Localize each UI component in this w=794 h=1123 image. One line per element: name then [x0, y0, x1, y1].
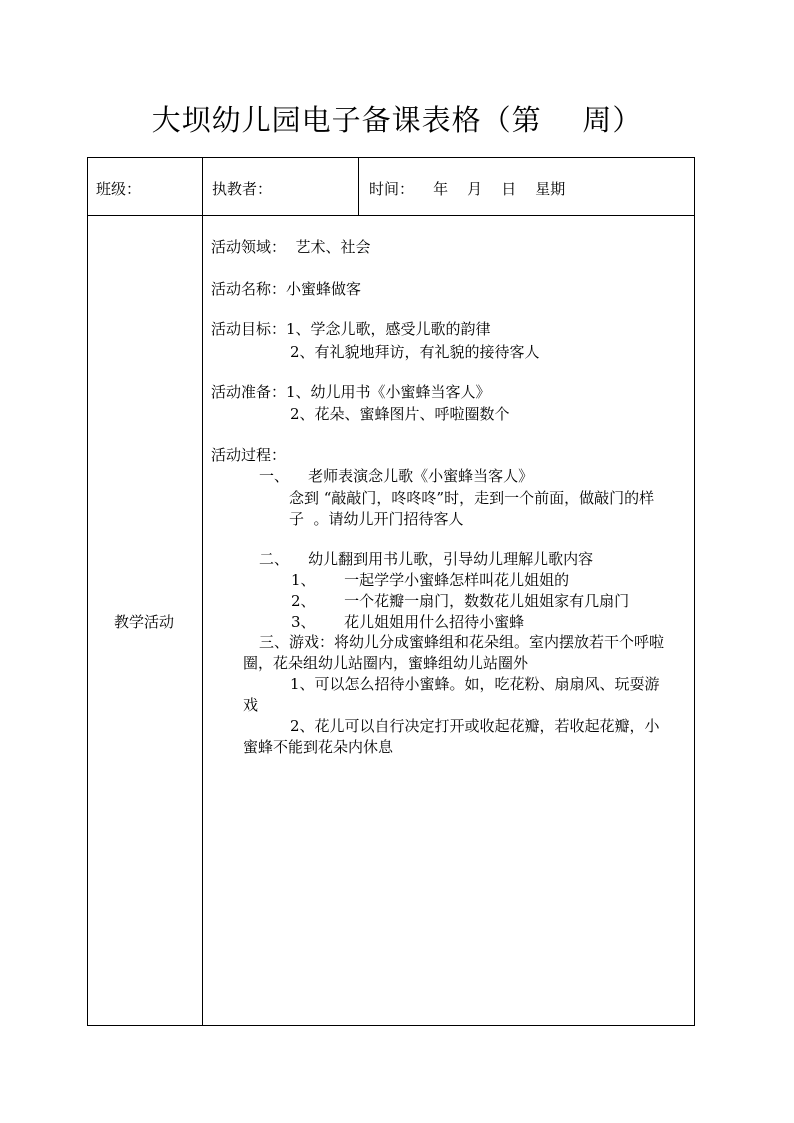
- step3-rule1-b: 戏: [243, 696, 259, 714]
- step1-line1: 念到 “敲敲门，咚咚咚”时，走到一个前面，做敲门的样: [289, 489, 655, 507]
- class-label: 班级：: [96, 180, 142, 198]
- step2-item3: 3、 花儿姐姐用什么招待小蜜蜂: [291, 613, 525, 631]
- activity-prep-1: 活动准备：1、幼儿用书《小蜜蜂当客人》: [211, 383, 491, 401]
- step3-line1: 三、游戏：将幼儿分成蜜蜂组和花朵组。室内摆放若干个呼啦: [259, 633, 665, 651]
- column-divider-1: [202, 158, 203, 1025]
- step1-line2: 子 。请幼儿开门招待客人: [289, 510, 464, 528]
- activity-goal-1: 活动目标：1、学念儿歌，感受儿歌的韵律: [211, 320, 491, 338]
- step2-item2: 2、 一个花瓣一扇门，数数花儿姐姐家有几扇门: [291, 592, 630, 610]
- activity-domain: 活动领域： 艺术、社会: [211, 238, 371, 256]
- step3-rule2-b: 蜜蜂不能到花朵内休息: [243, 738, 394, 756]
- step3-rule2-a: 2、花儿可以自行决定打开或收起花瓣，若收起花瓣，小: [290, 717, 660, 735]
- time-label: 时间： 年 月 日 星期: [369, 180, 566, 198]
- step3-line2: 圈，花朵组幼儿站圈内，蜜蜂组幼儿站圈外: [243, 654, 529, 672]
- page-title: 大坝幼儿园电子备课表格（第 周）: [151, 103, 643, 137]
- activity-name: 活动名称：小蜜蜂做客: [211, 280, 362, 298]
- lesson-plan-table: [87, 157, 695, 1026]
- step2-title: 二、 幼儿翻到用书儿歌，引导幼儿理解儿歌内容: [259, 550, 594, 568]
- row-divider: [88, 215, 694, 216]
- activity-process-label: 活动过程：: [211, 446, 287, 464]
- activity-goal-2: 2、有礼貌地拜访，有礼貌的接待客人: [290, 343, 540, 361]
- step3-rule1-a: 1、可以怎么招待小蜜蜂。如，吃花粉、扇扇风、玩耍游: [290, 675, 660, 693]
- step1-title: 一、 老师表演念儿歌《小蜜蜂当客人》: [259, 467, 534, 485]
- step2-item1: 1、 一起学学小蜜蜂怎样叫花儿姐姐的: [291, 571, 570, 589]
- column-divider-2: [358, 158, 359, 216]
- teacher-label: 执教者：: [212, 180, 273, 198]
- teaching-activity-label: 教学活动: [114, 613, 175, 631]
- activity-prep-2: 2、花朵、蜜蜂图片、呼啦圈数个: [290, 405, 510, 423]
